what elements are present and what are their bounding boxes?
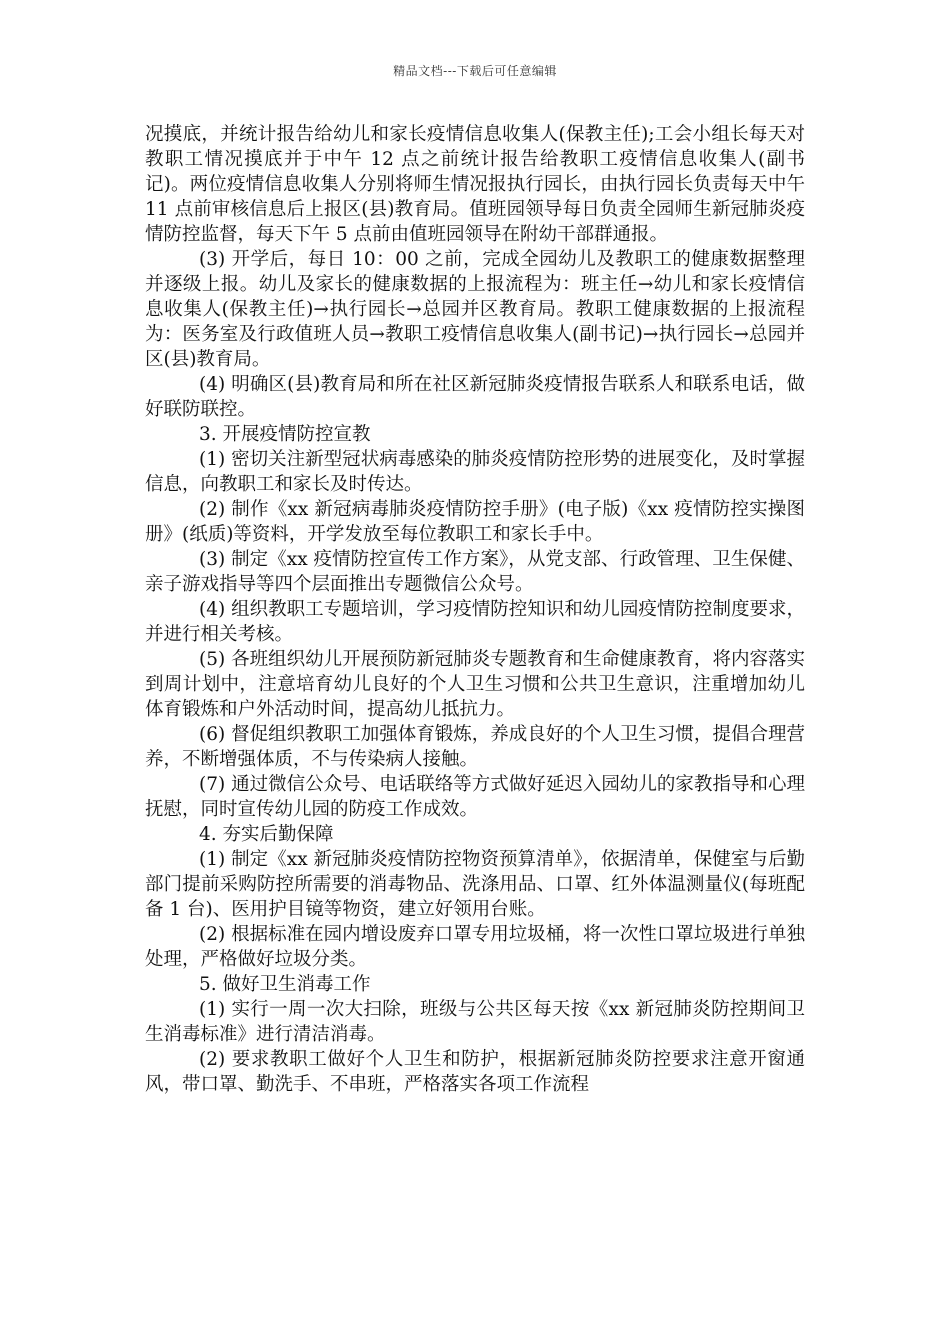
paragraph: (2) 根据标准在园内增设废弃口罩专用垃圾桶，将一次性口罩垃圾进行单独处理，严格做好垃圾分类。: [145, 924, 805, 970]
paragraph: (4) 组织教职工专题培训，学习疫情防控知识和幼儿园疫情防控制度要求，并进行相关考核。: [145, 599, 805, 645]
paragraph: (3) 开学后，每日 10：00 之前，完成全园幼儿及教职工的健康数据整理并逐级上报。幼儿及家长的健康数据的上报流程为：班主任→幼儿和家长疫情信息收集人(保教主任)→执行园长→总园并区教育局。教职工健康数据的上报流程为：医务室及行政值班人员→教职工疫情信息收集人(副书记)→执行园长→总园并区(县)教育局。: [145, 249, 805, 370]
paragraph: (3) 制定《xx 疫情防控宣传工作方案》，从党支部、行政管理、卫生保健、亲子游戏指导等四个层面推出专题微信公众号。: [145, 549, 805, 595]
paragraph: (1) 制定《xx 新冠肺炎疫情防控物资预算清单》，依据清单，保健室与后勤部门提前采购防控所需要的消毒物品、洗涤用品、口罩、红外体温测量仪(每班配备 1 台)、医用护目镜等物资，建立好领用台账。: [145, 849, 805, 920]
paragraph: (6) 督促组织教职工加强体育锻炼，养成良好的个人卫生习惯，提倡合理营养，不断增强体质，不与传染病人接触。: [145, 724, 805, 770]
paragraph: (7) 通过微信公众号、电话联络等方式做好延迟入园幼儿的家教指导和心理抚慰，同时宣传幼儿园的防疫工作成效。: [145, 774, 805, 820]
paragraph: (5) 各班组织幼儿开展预防新冠肺炎专题教育和生命健康教育，将内容落实到周计划中，注意培育幼儿良好的个人卫生习惯和公共卫生意识，注重增加幼儿体育锻炼和户外活动时间，提高幼儿抵抗力。: [145, 649, 805, 720]
section-heading: 3. 开展疫情防控宣教: [199, 424, 371, 445]
paragraph: (1) 实行一周一次大扫除，班级与公共区每天按《xx 新冠肺炎防控期间卫生消毒标准》进行清洁消毒。: [145, 999, 805, 1045]
paragraph: (2) 要求教职工做好个人卫生和防护，根据新冠肺炎防控要求注意开窗通风，带口罩、勤洗手、不串班，严格落实各项工作流程: [145, 1049, 805, 1095]
section-heading: 4. 夯实后勤保障: [199, 824, 334, 845]
paragraph: (1) 密切关注新型冠状病毒感染的肺炎疫情防控形势的进展变化，及时掌握信息，向教职工和家长及时传达。: [145, 449, 805, 495]
page-header: 精品文档---下载后可任意编辑: [393, 64, 557, 78]
section-heading: 5. 做好卫生消毒工作: [199, 974, 371, 995]
paragraph: 况摸底，并统计报告给幼儿和家长疫情信息收集人(保教主任);工会小组长每天对教职工情况摸底并于中午 12 点之前统计报告给教职工疫情信息收集人(副书记)。两位疫情信息收集人分别将师生情况报执行园长，由执行园长负责每天中午 11 点前审核信息后上报区(县)教育局。值班园领导每日负责全园师生新冠肺炎疫情防控监督，每天下午 5 点前由值班园领导在附幼干部群通报。: [145, 124, 805, 245]
paragraph: (2) 制作《xx 新冠病毒肺炎疫情防控手册》(电子版)《xx 疫情防控实操图册》(纸质)等资料，开学发放至每位教职工和家长手中。: [145, 499, 805, 545]
paragraph: (4) 明确区(县)教育局和所在社区新冠肺炎疫情报告联系人和联系电话，做好联防联控。: [145, 374, 805, 420]
document-body: [145, 122, 805, 1097]
